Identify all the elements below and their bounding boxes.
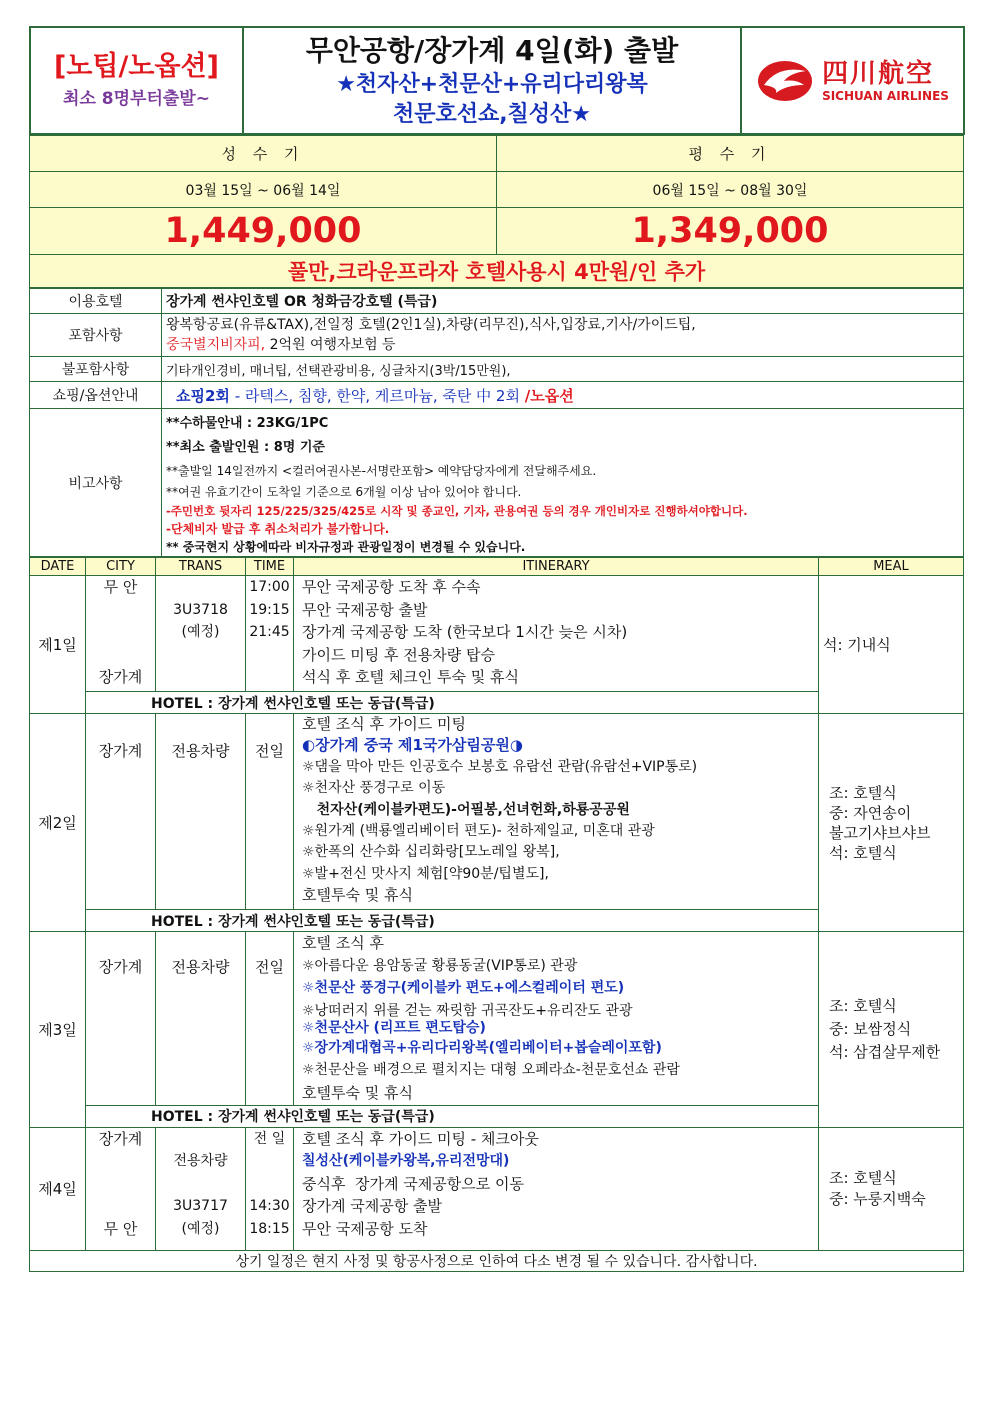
- subtitle-line1: ★천자산+천문산+유리다리왕복: [336, 71, 648, 97]
- day1-time-2: 19:15: [249, 601, 290, 618]
- day1-trans: [156, 576, 246, 692]
- day3-item: ☼낭떠러지 위를 걷는 짜릿함 귀곡잔도+유리잔도 관광: [302, 1002, 633, 1019]
- note-passport-copy: **출발일 14일전까지 <컬러여권사본-서명란포함> 예약담당자에게 전달해주세요.: [166, 463, 597, 478]
- day1-item: 가이드 미팅 후 전용차량 탑승: [302, 645, 495, 664]
- day3-item: ☼천문산사 (리프트 편도탑승): [302, 1019, 486, 1036]
- day2-item: ☼원가계 (백룡엘리베이터 편도)- 천하제일교, 미혼대 관광: [302, 823, 655, 840]
- day4-itinerary: [294, 1127, 819, 1250]
- header-table: [29, 26, 965, 135]
- day3-item: ☼천문산을 배경으로 펼치지는 대형 오페라쇼-천문호선쇼 관람: [302, 1062, 680, 1079]
- day4-meal-item: 조: 호텔식: [829, 1168, 897, 1187]
- price-table: [29, 135, 964, 288]
- regular-season-price: 1,349,000: [497, 208, 964, 255]
- col-date: DATE: [30, 558, 86, 576]
- day2-itinerary: [294, 714, 819, 910]
- day3-item: ☼아름다운 용암동굴 황룡동굴(VIP통로) 관광: [302, 957, 578, 974]
- col-meal: MEAL: [819, 558, 964, 576]
- regular-season-dates: 06월 15일 ~ 08월 30일: [497, 172, 964, 208]
- day4-time-2: 14:30: [249, 1198, 290, 1215]
- day2-item: ☼한폭의 산수화 십리화랑[모노레일 왕복],: [302, 844, 560, 861]
- hotel-label: 이용호텔: [30, 289, 162, 314]
- shopping-value: [162, 382, 964, 409]
- day3-meal-item: 석: 삼겹살무제한: [829, 1042, 941, 1061]
- airline-logo: [746, 59, 959, 103]
- day3-trans: 전용차량: [156, 932, 246, 1106]
- day1-hotel: HOTEL : 장가계 썬샤인호텔 또는 동급(특급): [86, 692, 819, 714]
- day2-city: 장가계: [86, 714, 156, 910]
- airline-logo-cell: [741, 27, 964, 134]
- page-title: 무안공항/장가계 4일(화) 출발: [305, 33, 679, 67]
- day3-meal: [819, 932, 964, 1128]
- day1-item: 무안 국제공항 출발: [302, 600, 428, 619]
- day3-date: 제3일: [30, 932, 86, 1128]
- hotel-surcharge-note: 풀만,크라운프라자 호텔사용시 4만원/인 추가: [30, 255, 964, 288]
- day4-meal-item: 중: 누룽지백숙: [829, 1189, 926, 1208]
- min-people-tag: 최소 8명부터출발~: [63, 88, 210, 109]
- day3-item: ☼천문산 풍경구(케이블카 편도+에스컬레이터 편도): [302, 980, 625, 997]
- day2-hotel: HOTEL : 장가계 썬샤인호텔 또는 동급(특급): [86, 910, 819, 932]
- notes-value: [162, 409, 964, 557]
- day3-city: 장가계: [86, 932, 156, 1106]
- day4-item: 칠성산(케이블카왕복,유리전망대): [302, 1153, 510, 1170]
- day1-row: [30, 576, 964, 692]
- day4-flight-no: 3U3717: [173, 1198, 228, 1215]
- day2-meal-item: 조: 호텔식: [829, 783, 897, 802]
- insurance-item: 2억원 여행자보험 등: [265, 337, 396, 353]
- day4-row: [30, 1127, 964, 1250]
- day4-city-depart: 장가계: [98, 1129, 143, 1148]
- day1-flight-no: 3U3718: [173, 601, 228, 618]
- peak-season-label: 성 수 기: [30, 136, 497, 172]
- note-individual-visa: -주민번호 뒷자리 125/225/325/425로 시작 및 종교인, 기자, 관용여권 등의 경우 개인비자로 진행하셔야합니다.: [166, 503, 748, 518]
- day2-meal: [819, 714, 964, 932]
- regular-season-label: 평 수 기: [497, 136, 964, 172]
- day4-flight-note: (예정): [181, 1220, 220, 1237]
- itinerary-table: [29, 557, 964, 1272]
- day4-item: 장가계 국제공항 출발: [302, 1197, 442, 1216]
- day4-item: 호텔 조식 후 가이드 미팅 - 체크아웃: [302, 1129, 539, 1148]
- note-baggage: **수하물안내 : 23KG/1PC: [166, 415, 329, 431]
- col-city: CITY: [86, 558, 156, 576]
- title-cell: [243, 27, 741, 134]
- col-time: TIME: [246, 558, 294, 576]
- shopping-label: 쇼핑/옵션안내: [30, 382, 162, 409]
- day2-item: ◐장가계 중국 제1국가삼림공원◑: [302, 736, 523, 755]
- col-itinerary: ITINERARY: [294, 558, 819, 576]
- airline-name-cn: 四川航空: [822, 58, 935, 89]
- day2-meal-item: 불고기샤브샤브: [829, 823, 931, 842]
- tag-cell: [30, 27, 243, 134]
- day3-meal-item: 조: 호텔식: [829, 996, 897, 1015]
- day4-city-arrive: 무 안: [103, 1219, 138, 1238]
- day1-times: [246, 576, 294, 692]
- day2-date: 제2일: [30, 714, 86, 932]
- day2-item: 호텔 조식 후 가이드 미팅: [302, 715, 466, 733]
- day1-itinerary: [294, 576, 819, 692]
- include-value: [162, 314, 964, 357]
- day1-item: 장가계 국제공항 도착 (한국보다 1시간 늦은 시차): [302, 623, 628, 641]
- peak-season-price: 1,449,000: [30, 208, 497, 255]
- airline-name-en: SICHUAN AIRLINES: [822, 88, 949, 103]
- day3-row: [30, 932, 964, 1106]
- day2-trans: 전용차량: [156, 714, 246, 910]
- day1-item: 석식 후 호텔 체크인 투숙 및 휴식: [302, 668, 519, 686]
- day4-transport: 전용차량: [173, 1153, 228, 1170]
- exclude-label: 불포함사항: [30, 357, 162, 382]
- day2-item: ☼댐을 막아 만든 인공호수 보봉호 유람선 관람(유람선+VIP통로): [302, 758, 698, 775]
- sichuan-airlines-emblem-icon: [756, 59, 814, 103]
- day2-item: ☼발+전신 맛사지 체험[약90분/팁별도],: [302, 865, 549, 882]
- day1-city-depart: 무 안: [103, 578, 138, 596]
- day4-item: 중식후 장가계 국제공항으로 이동: [302, 1174, 524, 1193]
- exclude-value: 기타개인경비, 매너팁, 선택관광비용, 싱글차지(3박/15만원),: [162, 357, 964, 382]
- day4-times: [246, 1127, 294, 1250]
- include-label: 포함사항: [30, 314, 162, 357]
- day1-time-1: 17:00: [249, 579, 290, 595]
- note-min-people: **최소 출발인원 : 8명 기준: [166, 439, 325, 455]
- day1-item: 무안 국제공항 도착 후 수속: [302, 578, 481, 596]
- note-group-visa: -단체비자 발급 후 취소처리가 불가합니다.: [166, 521, 390, 536]
- day3-time: 전일: [246, 932, 294, 1106]
- itinerary-sheet: [29, 26, 963, 1272]
- day3-item: 호텔투숙 및 휴식: [302, 1083, 413, 1102]
- day3-item: ☼장가계대협곡+유리다리왕복(엘리베이터+봅슬레이포함): [302, 1039, 662, 1056]
- shopping-list: - 라텍스, 침향, 한약, 게르마늄, 죽탄 中 2회: [229, 386, 525, 405]
- day1-city-arrive: 장가계: [98, 668, 143, 686]
- day4-item: 무안 국제공항 도착: [302, 1219, 428, 1238]
- day1-time-3: 21:45: [249, 624, 290, 640]
- hotel-value: 장가계 썬샤인호텔 OR 청화금강호텔 (특급): [162, 289, 964, 314]
- day3-item: 호텔 조식 후: [302, 934, 384, 952]
- day2-item: 호텔투숙 및 휴식: [302, 886, 413, 905]
- no-option-tag: /노옵션: [524, 386, 574, 405]
- note-passport-validity: **여권 유효기간이 도착일 기준으로 6개월 이상 남아 있어야 합니다.: [166, 484, 522, 499]
- include-line2: [166, 335, 959, 355]
- peak-season-dates: 03월 15일 ~ 06월 14일: [30, 172, 497, 208]
- shopping-count: 쇼핑2회: [176, 386, 230, 405]
- day2-item: ☼천자산 풍경구로 이동: [302, 780, 446, 797]
- day1-meal: 석: 기내식: [819, 576, 964, 714]
- day4-date: 제4일: [30, 1127, 86, 1250]
- info-table: [29, 288, 964, 557]
- visa-fee-item: 중국별지비자피,: [166, 337, 266, 353]
- no-tip-tag: [노팁/노옵션]: [54, 50, 219, 82]
- day1-date: 제1일: [30, 576, 86, 714]
- day3-itinerary: [294, 932, 819, 1106]
- day3-meal-item: 중: 보쌈정식: [829, 1019, 912, 1038]
- day1-city: [86, 576, 156, 692]
- include-line1: 왕복항공료(유류&TAX),전일정 호텔(2인1실),차량(리무진),식사,입장료,기사/가이드팁,: [166, 317, 696, 333]
- note-schedule-change: ** 중국현지 상황에따라 비자규정과 관광일정이 변경될 수 있습니다.: [166, 539, 526, 554]
- day2-row: [30, 714, 964, 910]
- day4-trans: [156, 1127, 246, 1250]
- day3-hotel: HOTEL : 장가계 썬샤인호텔 또는 동급(특급): [86, 1105, 819, 1127]
- day4-time-3: 18:15: [249, 1220, 290, 1237]
- day4-meal: [819, 1127, 964, 1250]
- day2-time: 전일: [246, 714, 294, 910]
- day1-flight-note: (예정): [181, 624, 220, 640]
- day4-city: [86, 1127, 156, 1250]
- subtitle-line2: 천문호선쇼,칠성산★: [392, 101, 592, 127]
- day2-meal-item: 중: 자연송이: [829, 803, 912, 822]
- notes-label: 비고사항: [30, 409, 162, 557]
- day4-time-1: 전 일: [253, 1130, 286, 1147]
- day2-meal-item: 석: 호텔식: [829, 843, 897, 862]
- col-trans: TRANS: [156, 558, 246, 576]
- footer-note: 상기 일정은 현지 사정 및 항공사정으로 인하여 다소 변경 될 수 있습니다. 감사합니다.: [30, 1250, 964, 1271]
- day2-item: 천자산(케이블카편도)-어필봉,선녀헌화,하룡공공원: [302, 801, 630, 818]
